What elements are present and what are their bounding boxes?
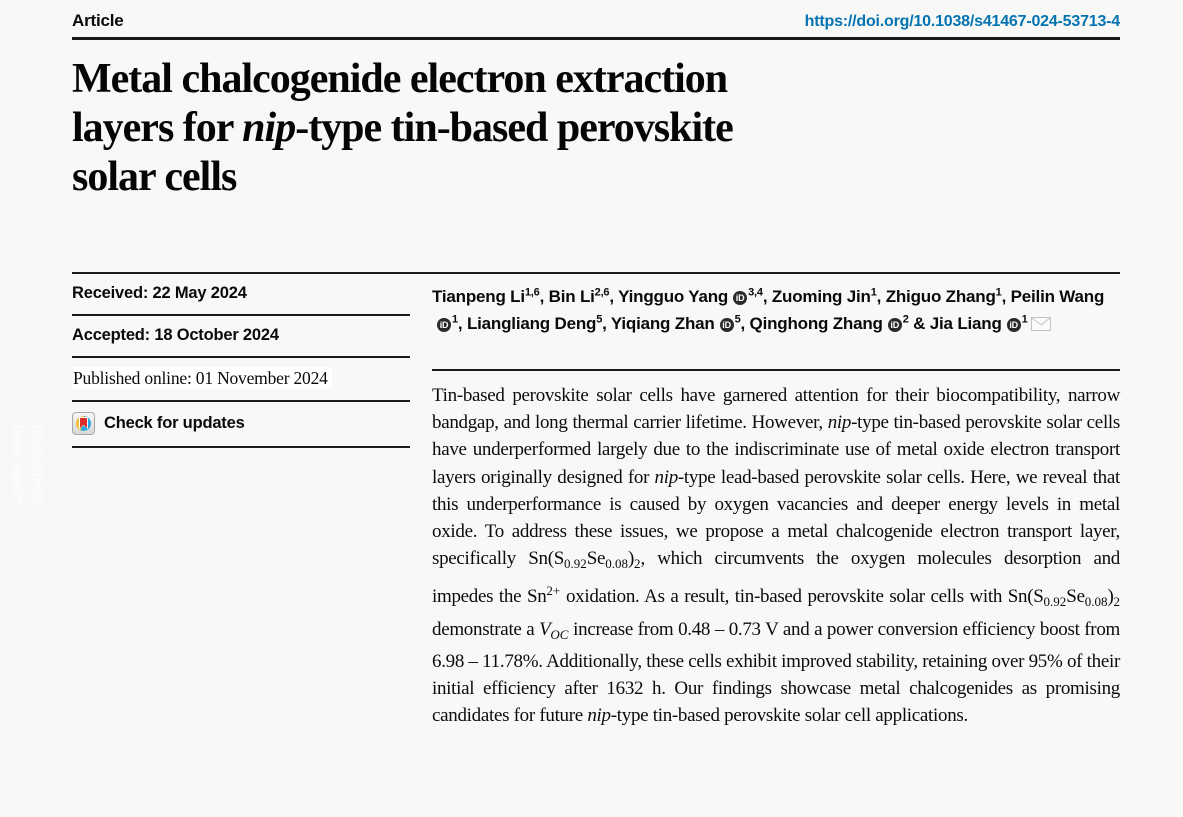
text-run: 2+	[546, 583, 561, 599]
author-separator: ,	[876, 287, 886, 306]
crossmark-bookmark-icon	[80, 418, 87, 428]
author-separator: ,	[740, 313, 750, 333]
author-affiliation-superscript: 1	[995, 286, 1002, 299]
metadata-column	[72, 274, 410, 729]
text-run: oxidation. As a result, tin-based perovskite solar cells with Sn(S	[560, 586, 1044, 608]
author-affiliation-superscript: 1	[452, 312, 458, 325]
author-name: Yingguo Yang	[618, 287, 729, 306]
author-name: Jia Liang	[929, 313, 1002, 333]
orcid-icon[interactable]: iD	[888, 318, 902, 332]
author-separator: ,	[539, 287, 549, 306]
text-run: solar cells	[72, 154, 237, 200]
text-run: V	[539, 618, 551, 640]
margin-watermark	[10, 412, 45, 506]
published-date	[72, 358, 410, 402]
crossmark-icon	[72, 412, 95, 435]
author-affiliation-superscript: 2,6	[594, 286, 610, 299]
orcid-icon[interactable]: iD	[720, 318, 734, 332]
crossmark-circle	[76, 416, 91, 431]
text-run: nip	[587, 705, 611, 727]
orcid-icon[interactable]: iD	[437, 318, 451, 332]
doi-link[interactable]: https://doi.org/10.1038/s41467-024-53713-4	[804, 13, 1120, 30]
margin-watermark-line: 1234567890():,;	[10, 412, 24, 506]
author-name: Zuoming Jin	[771, 287, 871, 306]
text-run: )	[1107, 586, 1114, 608]
text-run: Metal chalcogenide electron extraction	[72, 56, 728, 102]
accepted-date: Accepted: 18 October 2024	[72, 316, 410, 358]
author-name: Zhiguo Zhang	[885, 287, 996, 306]
article-kicker: Article	[72, 11, 124, 30]
margin-watermark-line: 1234567890():,;	[31, 412, 45, 506]
author	[618, 287, 772, 306]
author	[467, 314, 611, 333]
author	[886, 287, 1011, 306]
text-run: Tin-based perovskite solar cells have garnered attention for their biocompatibility, narrow bandgap, and long thermal carrier lifetime. However,	[432, 385, 1120, 434]
text-run: -type lead-based perovskite solar cells. Here, we reveal that this underperformance is caused by oxygen vacancies and deeper energy levels in metal oxide. To address these issues, we propose a metal chalcogenide electron transport layer, specifically Sn(S	[432, 466, 1120, 570]
author-affiliation-superscript: 2	[902, 312, 909, 325]
article-title-line	[72, 104, 1120, 153]
author-name: Liangliang Deng	[466, 313, 597, 333]
published-date-text: Published online: 01 November 2024	[72, 367, 332, 389]
orcid-icon[interactable]: iD	[1007, 318, 1021, 332]
author	[611, 314, 750, 333]
article-body	[72, 272, 1120, 729]
author-affiliation-superscript: 1	[870, 286, 877, 299]
text-run: increase from 0.48 – 0.73 V and a power conversion efficiency boost from 6.98 – 11.78%. Additionally, these cells exhibit improved stability, retaining over 95% of their initial efficiency after 1632 h. Our findings showcase metal chalcogenides as promising candidates for future	[432, 618, 1120, 727]
author-name: Bin Li	[548, 287, 595, 306]
author-separator: ,	[609, 287, 619, 306]
email-icon[interactable]	[1031, 313, 1051, 340]
text-run: nip	[827, 412, 852, 434]
author-affiliation-superscript: 1	[1021, 312, 1028, 325]
text-run: 2	[1113, 594, 1120, 610]
abstract-text	[432, 382, 1120, 729]
text-run: 0.92	[564, 556, 587, 572]
check-for-updates-label: Check for updates	[104, 414, 245, 432]
author-name: Peilin Wang	[1010, 287, 1105, 306]
text-run: OC	[550, 626, 569, 642]
text-run: demonstrate a	[432, 618, 540, 640]
article-title-line	[72, 153, 1120, 202]
main-column	[432, 274, 1120, 729]
text-run: nip	[242, 105, 296, 151]
check-for-updates-button[interactable]	[72, 402, 410, 448]
author-affiliation-superscript: 5	[734, 312, 741, 325]
text-run: 2	[633, 556, 641, 572]
author	[772, 287, 886, 306]
text-run: 0.08	[1084, 594, 1108, 610]
text-run: , which circumvents the oxygen molecules desorption and impedes the Sn	[432, 548, 1120, 608]
author-name: Tianpeng Li	[432, 287, 525, 306]
author-affiliation-superscript: 1,6	[524, 286, 540, 299]
text-run: Se	[586, 548, 606, 570]
author-list	[432, 274, 1120, 339]
text-run: 0.92	[1043, 594, 1067, 610]
author-affiliation-superscript: 3,4	[748, 286, 763, 299]
page-header	[72, 0, 1120, 31]
author-name: Yiqiang Zhan	[610, 313, 715, 333]
text-run: -type tin-based perovskite solar cell applications.	[610, 705, 968, 727]
text-run: nip	[654, 466, 678, 488]
abstract-divider	[432, 369, 1120, 371]
text-run: )	[627, 548, 634, 570]
text-run: 0.08	[605, 556, 628, 572]
author-name: Qinghong Zhang	[749, 313, 883, 333]
article-title-line	[72, 55, 1120, 104]
author-separator: ,	[762, 287, 772, 306]
text-run: Se	[1066, 586, 1085, 608]
author-affiliation-superscript: 5	[596, 312, 603, 325]
author-separator: ,	[602, 313, 611, 333]
article-title	[72, 55, 1120, 202]
text-run: -type tin-based perovskite solar cells have underperformed largely due to the indiscriminate use of metal oxide electron transport layers originally designed for	[432, 412, 1120, 488]
received-date: Received: 22 May 2024	[72, 274, 410, 316]
orcid-icon[interactable]: iD	[733, 291, 747, 305]
text-run: layers for	[72, 105, 243, 151]
author-separator: ,	[457, 313, 467, 333]
author	[432, 287, 549, 306]
author-separator: &	[908, 313, 930, 333]
author	[549, 287, 618, 306]
text-run: -type tin-based perovskite	[295, 105, 733, 151]
header-divider	[72, 37, 1120, 40]
author-separator: ,	[1001, 287, 1011, 306]
author	[750, 314, 930, 333]
author	[930, 314, 1051, 333]
